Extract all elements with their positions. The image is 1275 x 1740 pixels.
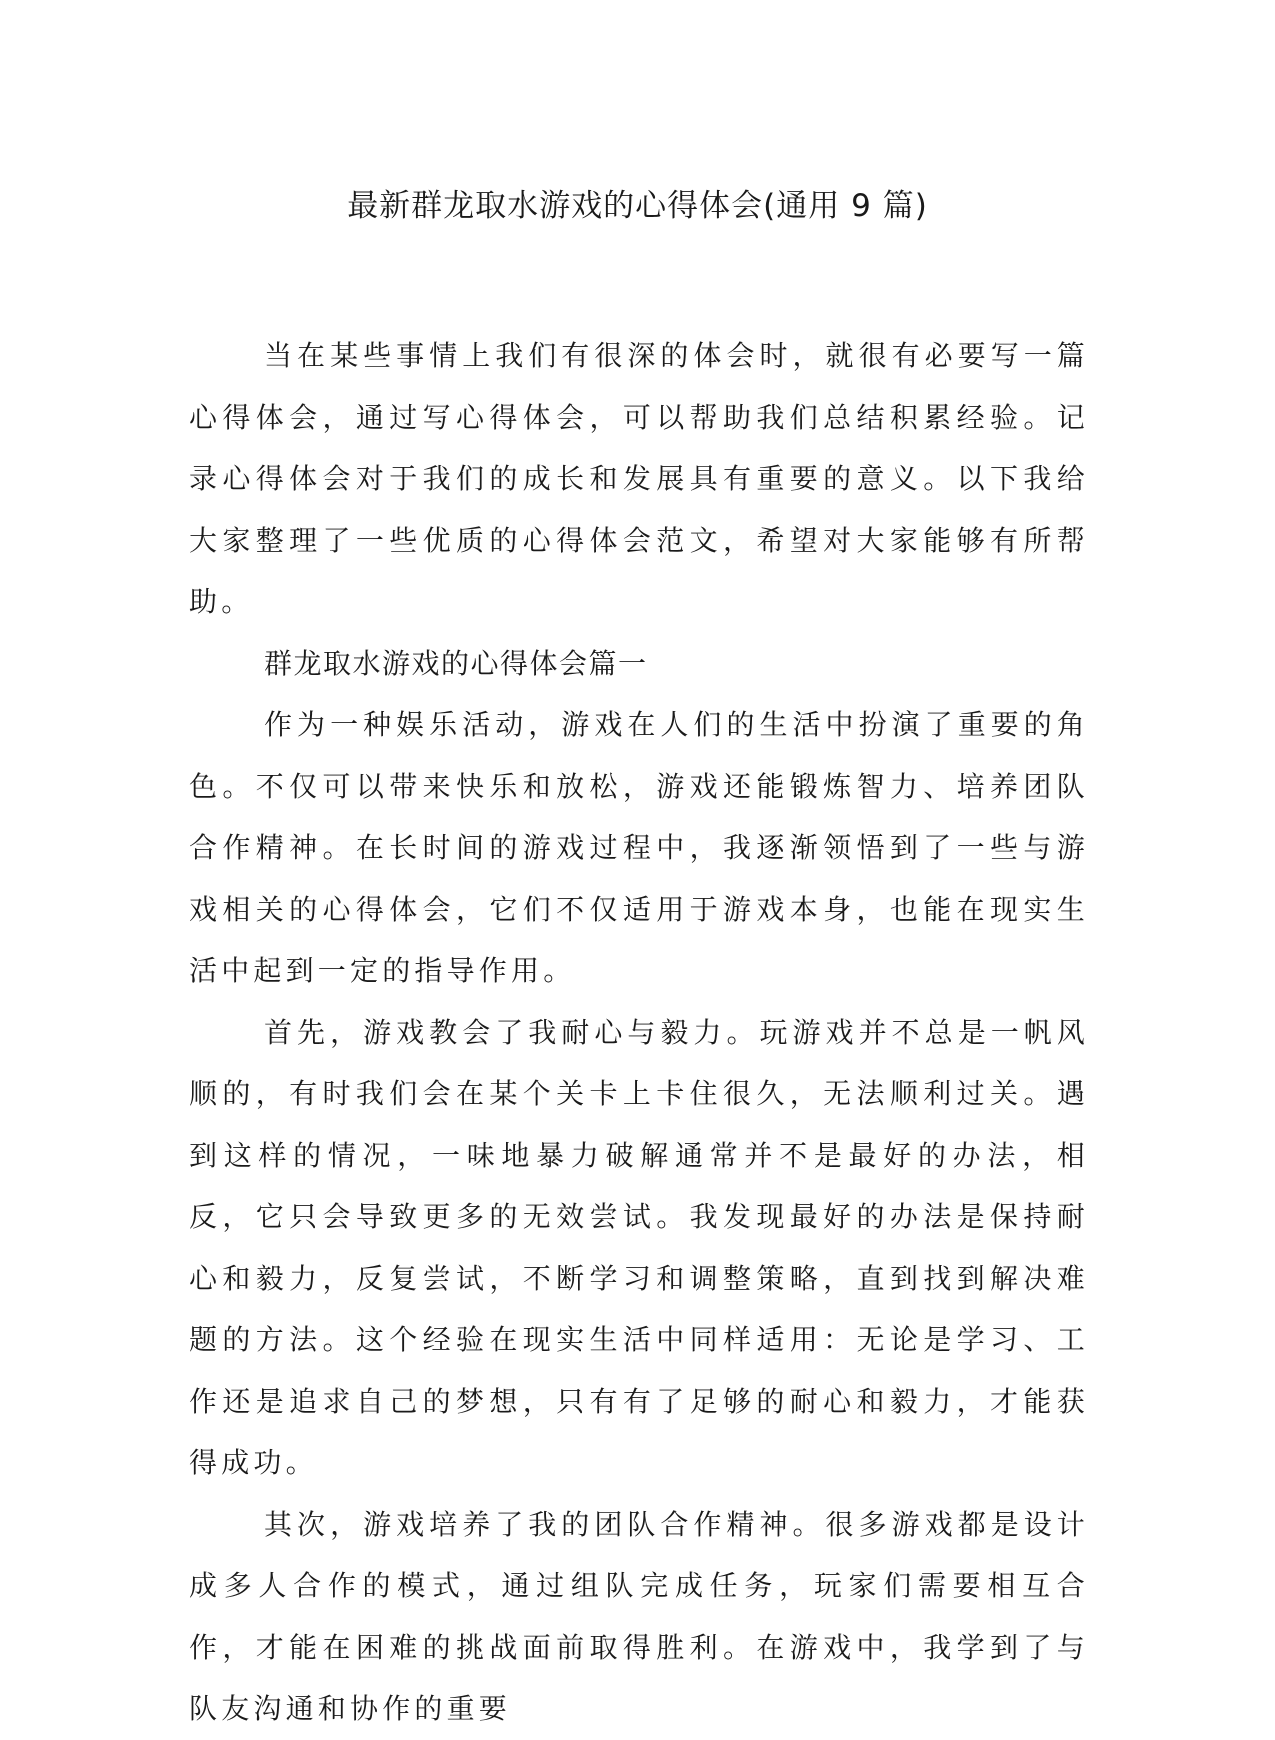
body-paragraph: 首先，游戏教会了我耐心与毅力。玩游戏并不总是一帆风顺的，有时我们会在某个关卡上卡住很久，无法顺利过关。遇到这样的情况，一味地暴力破解通常并不是最好的办法，相反，它只会导致更多的无效尝试。我发现最好的办法是保持耐心和毅力，反复尝试，不断学习和调整策略，直到找到解决难题的方法。这个经验在现实生活中同样适用：无论是学习、工作还是追求自己的梦想，只有有了足够的耐心和毅力，才能获得成功。 [189, 1015, 1089, 1479]
section-heading: 群龙取水游戏的心得体会篇一 [264, 646, 648, 680]
body-paragraph: 其次，游戏培养了我的团队合作精神。很多游戏都是设计成多人合作的模式，通过组队完成任务，玩家们需要相互合作，才能在困难的挑战面前取得胜利。在游戏中，我学到了与队友沟通和协作的重要 [189, 1507, 1089, 1725]
document-title: 最新群龙取水游戏的心得体会(通用 9 篇) [347, 188, 928, 224]
body-paragraph: 作为一种娱乐活动，游戏在人们的生活中扮演了重要的角色。不仅可以带来快乐和放松，游戏还能锻炼智力、培养团队合作精神。在长时间的游戏过程中，我逐渐领悟到了一些与游戏相关的心得体会，它们不仅适用于游戏本身，也能在现实生活中起到一定的指导作用。 [189, 708, 1089, 987]
document-body [189, 325, 1089, 1740]
intro-paragraph: 当在某些事情上我们有很深的体会时，就很有必要写一篇心得体会，通过写心得体会，可以帮助我们总结积累经验。记录心得体会对于我们的成长和发展具有重要的意义。以下我给大家整理了一些优质的心得体会范文，希望对大家能够有所帮助。 [189, 339, 1089, 618]
